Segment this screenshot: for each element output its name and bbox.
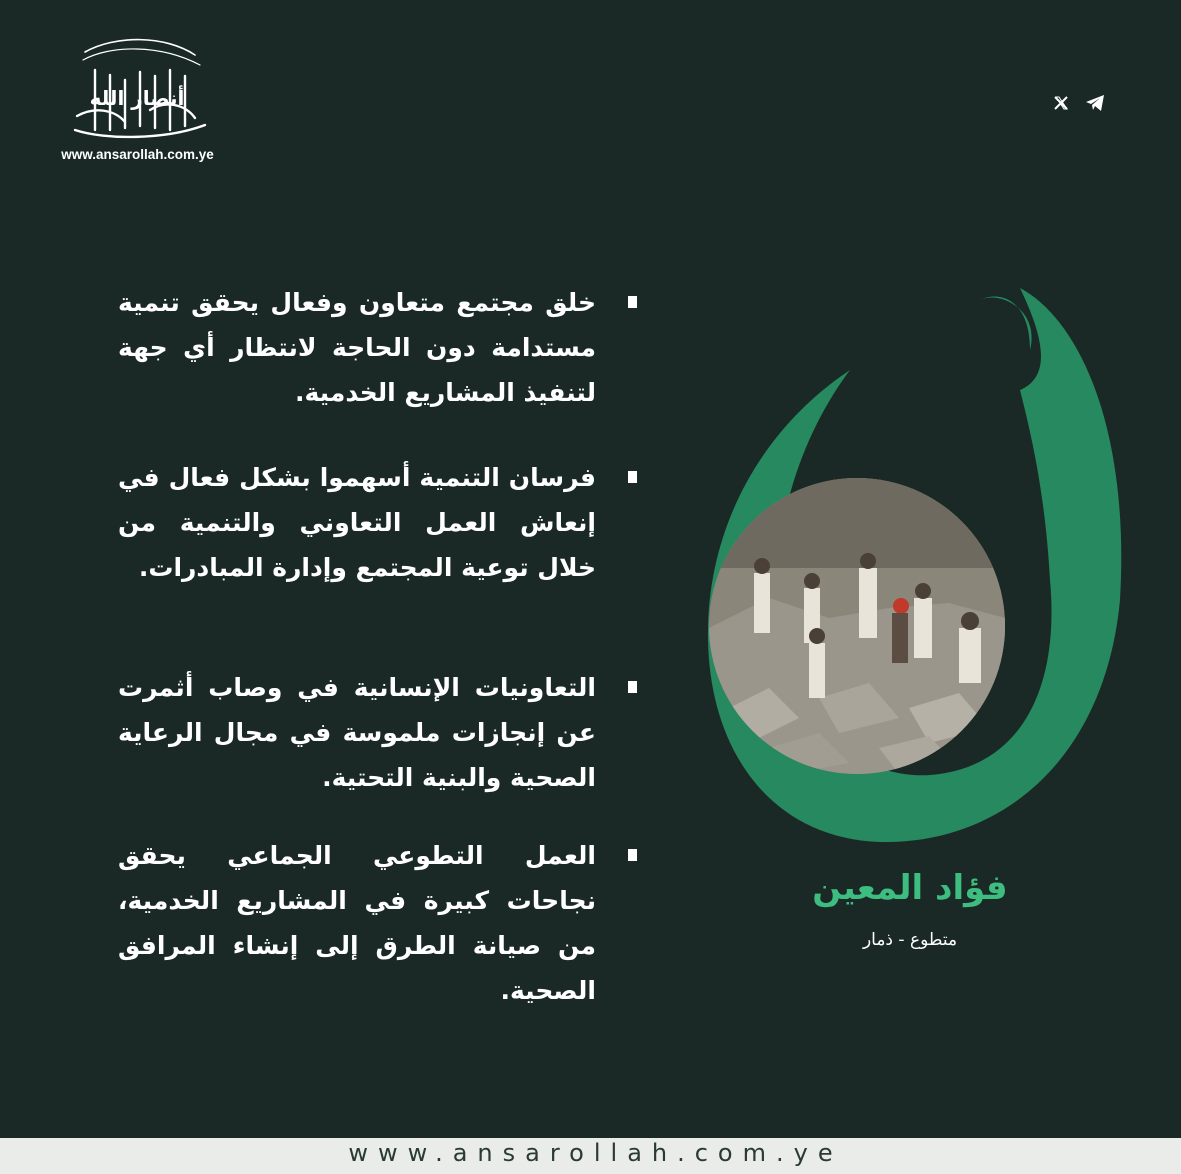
footer-url[interactable]: www.ansarollah.com.ye xyxy=(348,1139,843,1167)
quote-mark-icon xyxy=(624,679,640,695)
quote-mark-icon xyxy=(624,469,640,485)
logo-calligraphy-icon xyxy=(55,30,220,145)
bullet-item xyxy=(118,455,648,590)
bullet-item xyxy=(118,665,648,800)
ansarollah-logo xyxy=(55,30,220,165)
person-role: متطوع - ذمار xyxy=(862,930,958,950)
bullet-item xyxy=(118,833,648,1013)
x-icon[interactable] xyxy=(1050,92,1072,114)
quote-mark-icon xyxy=(624,294,640,310)
bullet-text: العمل التطوعي الجماعي يحقق نجاحات كبيرة في المشاريع الخدمية، من صيانة الطرق إلى إنشاء المرافق الصحية. xyxy=(118,841,596,1005)
volunteers-photo xyxy=(709,478,1005,774)
bullet-text: فرسان التنمية أسهموا بشكل فعال في إنعاش العمل التعاوني والتنمية من خلال توعية المجتمع وإدارة المبادرات. xyxy=(118,463,596,582)
bullet-text: التعاونيات الإنسانية في وصاب أثمرت عن إنجازات ملموسة في مجال الرعاية الصحية والبنية التحتية. xyxy=(118,673,596,792)
svg-text:أنصار الله: أنصار الله xyxy=(89,86,185,110)
bullet-item xyxy=(118,280,648,415)
bullet-text: خلق مجتمع متعاون وفعال يحقق تنمية مستدامة دون الحاجة لانتظار أي جهة لتنفيذ المشاريع الخدمية. xyxy=(118,288,596,407)
logo-url: www.ansarollah.com.ye xyxy=(61,147,214,162)
person-name: فؤاد المعين xyxy=(812,868,1008,908)
social-links xyxy=(1050,92,1106,114)
telegram-icon[interactable] xyxy=(1084,92,1106,114)
quote-mark-icon xyxy=(624,847,640,863)
